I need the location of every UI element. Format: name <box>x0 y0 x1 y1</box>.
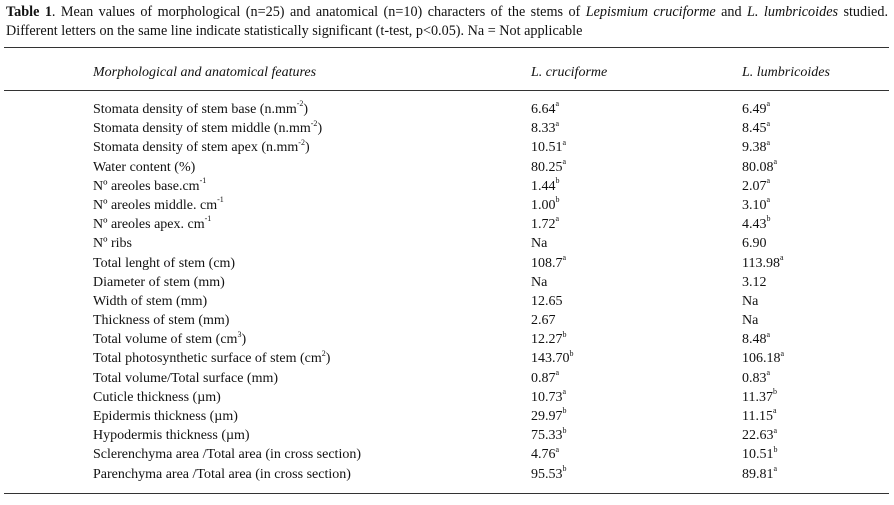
row-feature <box>93 196 224 215</box>
table-row <box>0 138 894 157</box>
value-cruciforme <box>531 234 547 253</box>
value: 80.08 <box>742 159 774 175</box>
feature-label: Total volume/Total surface (mm) <box>93 370 279 386</box>
table-body <box>0 100 894 484</box>
table-row <box>0 119 894 138</box>
row-feature <box>93 100 308 119</box>
significance-letter: b <box>569 348 574 358</box>
bottom-rule <box>4 493 889 494</box>
feature-label: Sclerenchyma area /Total area (in cross section) <box>93 447 362 463</box>
value-cruciforme <box>531 292 563 311</box>
value-cruciforme <box>531 349 574 368</box>
value-lumbricoides <box>742 119 770 138</box>
table-caption <box>6 3 888 41</box>
significance-letter: b <box>562 406 567 416</box>
significance-letter: b <box>562 463 567 473</box>
value-cruciforme <box>531 100 559 119</box>
table-row <box>0 407 894 426</box>
value-cruciforme <box>531 158 566 177</box>
row-feature <box>93 254 235 273</box>
value: Na <box>742 313 759 329</box>
value-cruciforme <box>531 369 559 388</box>
feature-label: Water content (%) <box>93 159 196 175</box>
value: 108.7 <box>531 255 563 271</box>
value: 8.33 <box>531 121 556 137</box>
row-feature <box>93 177 206 196</box>
feature-label: Nº areoles middle. cm <box>93 197 218 213</box>
value-lumbricoides <box>742 215 771 234</box>
feature-unit-exponent: -2 <box>296 99 304 109</box>
value-lumbricoides <box>742 369 770 388</box>
feature-label: Total photosynthetic surface of stem (cm <box>93 351 322 367</box>
value-cruciforme <box>531 273 547 292</box>
table-row <box>0 158 894 177</box>
significance-letter: a <box>780 348 785 358</box>
row-feature <box>93 138 310 157</box>
value-cruciforme <box>531 177 560 196</box>
significance-letter: b <box>773 444 778 454</box>
value: 10.51 <box>742 447 774 463</box>
value: 2.07 <box>742 178 767 194</box>
header-rule <box>4 90 889 91</box>
header-col-lumbricoides: L. lumbricoides <box>742 65 830 80</box>
table-row <box>0 215 894 234</box>
significance-letter: a <box>555 99 560 109</box>
row-feature <box>93 215 211 234</box>
significance-letter: a <box>555 118 560 128</box>
feature-label-tail: ) <box>241 332 247 348</box>
value: 11.15 <box>742 409 773 424</box>
value-cruciforme <box>531 254 566 273</box>
table-row <box>0 273 894 292</box>
value-lumbricoides <box>742 254 784 273</box>
value-cruciforme <box>531 119 559 138</box>
significance-letter: b <box>555 176 560 186</box>
header-col-cruciforme: L. cruciforme <box>531 65 608 80</box>
feature-unit-exponent: -1 <box>204 214 212 224</box>
value-lumbricoides <box>742 273 767 292</box>
table-row <box>0 426 894 445</box>
value: Na <box>531 274 548 290</box>
value: 6.64 <box>531 102 556 117</box>
feature-label: Stomata density of stem base (n.mm <box>93 102 297 117</box>
significance-letter: a <box>555 444 560 454</box>
row-feature <box>93 349 330 368</box>
value: 6.90 <box>742 236 767 252</box>
value: 106.18 <box>742 351 781 367</box>
table-row <box>0 388 894 407</box>
value-lumbricoides <box>742 100 770 119</box>
header-feature: Morphological and anatomical features <box>93 65 317 80</box>
value: 1.72 <box>531 217 556 233</box>
table-row <box>0 349 894 368</box>
value-cruciforme <box>531 445 559 464</box>
significance-letter: a <box>766 99 771 109</box>
row-feature <box>93 119 322 138</box>
feature-label: Stomata density of stem apex (n.mm <box>93 140 299 156</box>
value: 10.73 <box>531 389 563 405</box>
value: 0.83 <box>742 370 767 386</box>
feature-label-tail: ) <box>325 351 331 367</box>
significance-letter: a <box>562 387 567 397</box>
table-row <box>0 254 894 273</box>
significance-letter: a <box>766 329 771 339</box>
value: 143.70 <box>531 351 570 367</box>
value-lumbricoides <box>742 330 770 349</box>
feature-label: Stomata density of stem middle (n.mm <box>93 121 311 137</box>
row-feature <box>93 273 225 292</box>
value-lumbricoides <box>742 349 784 368</box>
significance-letter: a <box>772 406 777 416</box>
significance-letter: a <box>773 156 778 166</box>
row-feature <box>93 388 221 407</box>
value: 4.76 <box>531 447 556 463</box>
row-feature <box>93 369 278 388</box>
feature-unit-exponent: 3 <box>237 329 242 339</box>
value-lumbricoides <box>742 426 777 445</box>
value: 3.10 <box>742 197 767 213</box>
row-feature <box>93 407 238 426</box>
table-label: Table 1 <box>6 4 52 20</box>
caption-text-after: studied. Different letters on the same line indicate statistically significant (t-test, p<0.05). Na = Not applicable <box>6 4 888 39</box>
value-lumbricoides <box>742 158 777 177</box>
value-cruciforme <box>531 138 566 157</box>
feature-label: Epidermis thickness (µm) <box>93 409 238 424</box>
feature-label-tail: ) <box>317 121 323 137</box>
value-lumbricoides <box>742 445 778 464</box>
feature-label-tail: ) <box>303 102 309 117</box>
row-feature <box>93 292 207 311</box>
value-cruciforme <box>531 465 567 484</box>
feature-label: Diameter of stem (mm) <box>93 274 225 290</box>
feature-label: Total lenght of stem (cm) <box>93 255 236 271</box>
value: 95.53 <box>531 466 563 482</box>
value: 10.51 <box>531 140 563 156</box>
significance-letter: a <box>773 463 778 473</box>
value-lumbricoides <box>742 311 758 330</box>
table-row <box>0 330 894 349</box>
value: 8.45 <box>742 121 767 137</box>
significance-letter: a <box>562 252 567 262</box>
table-row <box>0 177 894 196</box>
value: 80.25 <box>531 159 563 175</box>
value: 11.37 <box>742 389 773 405</box>
value-lumbricoides <box>742 177 770 196</box>
feature-label: Nº ribs <box>93 236 132 252</box>
value-lumbricoides <box>742 388 777 407</box>
value: 113.98 <box>742 255 780 271</box>
value-lumbricoides <box>742 234 767 253</box>
value: 1.44 <box>531 178 556 194</box>
value: 75.33 <box>531 428 563 444</box>
caption-species-1: Lepismium cruciforme <box>585 4 716 20</box>
feature-label: Total volume of stem (cm <box>93 332 238 348</box>
table-row <box>0 465 894 484</box>
feature-unit-exponent: -2 <box>310 118 318 128</box>
caption-and: and <box>715 4 748 20</box>
significance-letter: a <box>562 156 567 166</box>
significance-letter: a <box>766 367 771 377</box>
value: 3.12 <box>742 274 767 290</box>
row-feature <box>93 158 195 177</box>
value: 4.43 <box>742 217 767 233</box>
significance-letter: a <box>562 137 567 147</box>
significance-letter: a <box>766 195 771 205</box>
feature-unit-exponent: -2 <box>298 137 305 147</box>
value-cruciforme <box>531 388 566 407</box>
feature-label: Nº areoles apex. cm <box>93 217 205 233</box>
feature-unit-exponent: -1 <box>217 195 224 205</box>
value-cruciforme <box>531 426 567 445</box>
significance-letter: b <box>766 214 771 224</box>
significance-letter: b <box>772 387 777 397</box>
significance-letter: a <box>555 367 560 377</box>
significance-letter: b <box>562 425 567 435</box>
row-feature <box>93 445 361 464</box>
feature-unit-exponent: -1 <box>199 176 207 186</box>
table-row <box>0 234 894 253</box>
feature-label: Width of stem (mm) <box>93 293 208 309</box>
value-cruciforme <box>531 215 559 234</box>
feature-label: Hypodermis thickness (µm) <box>93 428 250 444</box>
significance-letter: a <box>766 137 771 147</box>
value: 1.00 <box>531 197 556 213</box>
value-cruciforme <box>531 330 567 349</box>
value: 6.49 <box>742 102 767 117</box>
feature-label: Cuticle thickness (µm) <box>93 389 221 405</box>
row-feature <box>93 426 250 445</box>
value-cruciforme <box>531 311 556 330</box>
significance-letter: a <box>766 176 771 186</box>
table-row <box>0 445 894 464</box>
significance-letter: a <box>766 118 771 128</box>
top-rule <box>4 47 889 48</box>
value: 12.65 <box>531 293 563 309</box>
row-feature <box>93 234 132 253</box>
caption-species-2: L. lumbricoides <box>747 4 839 20</box>
value-lumbricoides <box>742 138 770 157</box>
table-row <box>0 196 894 215</box>
table-row <box>0 292 894 311</box>
table-row <box>0 369 894 388</box>
significance-letter: a <box>773 425 778 435</box>
feature-unit-exponent: 2 <box>321 348 326 358</box>
value: 2.67 <box>531 313 556 329</box>
significance-letter: b <box>555 195 560 205</box>
value: 29.97 <box>531 409 563 424</box>
value: 8.48 <box>742 332 767 348</box>
caption-text-before: . Mean values of morphological (n=25) and anatomical (n=10) characters of the stems of <box>51 4 586 20</box>
feature-label: Nº areoles base.cm <box>93 178 200 194</box>
row-feature <box>93 311 229 330</box>
feature-label-tail: ) <box>304 140 310 156</box>
value-lumbricoides <box>742 292 758 311</box>
value-cruciforme <box>531 196 560 215</box>
value: Na <box>742 293 759 309</box>
value-lumbricoides <box>742 407 777 426</box>
value: Na <box>531 236 548 252</box>
value: 12.27 <box>531 332 563 348</box>
feature-label: Thickness of stem (mm) <box>93 313 230 329</box>
significance-letter: a <box>555 214 560 224</box>
value-lumbricoides <box>742 465 777 484</box>
table-row <box>0 100 894 119</box>
table-row <box>0 311 894 330</box>
significance-letter: b <box>562 329 567 339</box>
value: 22.63 <box>742 428 774 444</box>
value-cruciforme <box>531 407 567 426</box>
value: 0.87 <box>531 370 556 386</box>
value-lumbricoides <box>742 196 770 215</box>
value: 89.81 <box>742 466 774 482</box>
row-feature <box>93 465 351 484</box>
feature-label: Parenchyma area /Total area (in cross section) <box>93 466 351 482</box>
significance-letter: a <box>779 252 784 262</box>
value: 9.38 <box>742 140 767 156</box>
row-feature <box>93 330 246 349</box>
